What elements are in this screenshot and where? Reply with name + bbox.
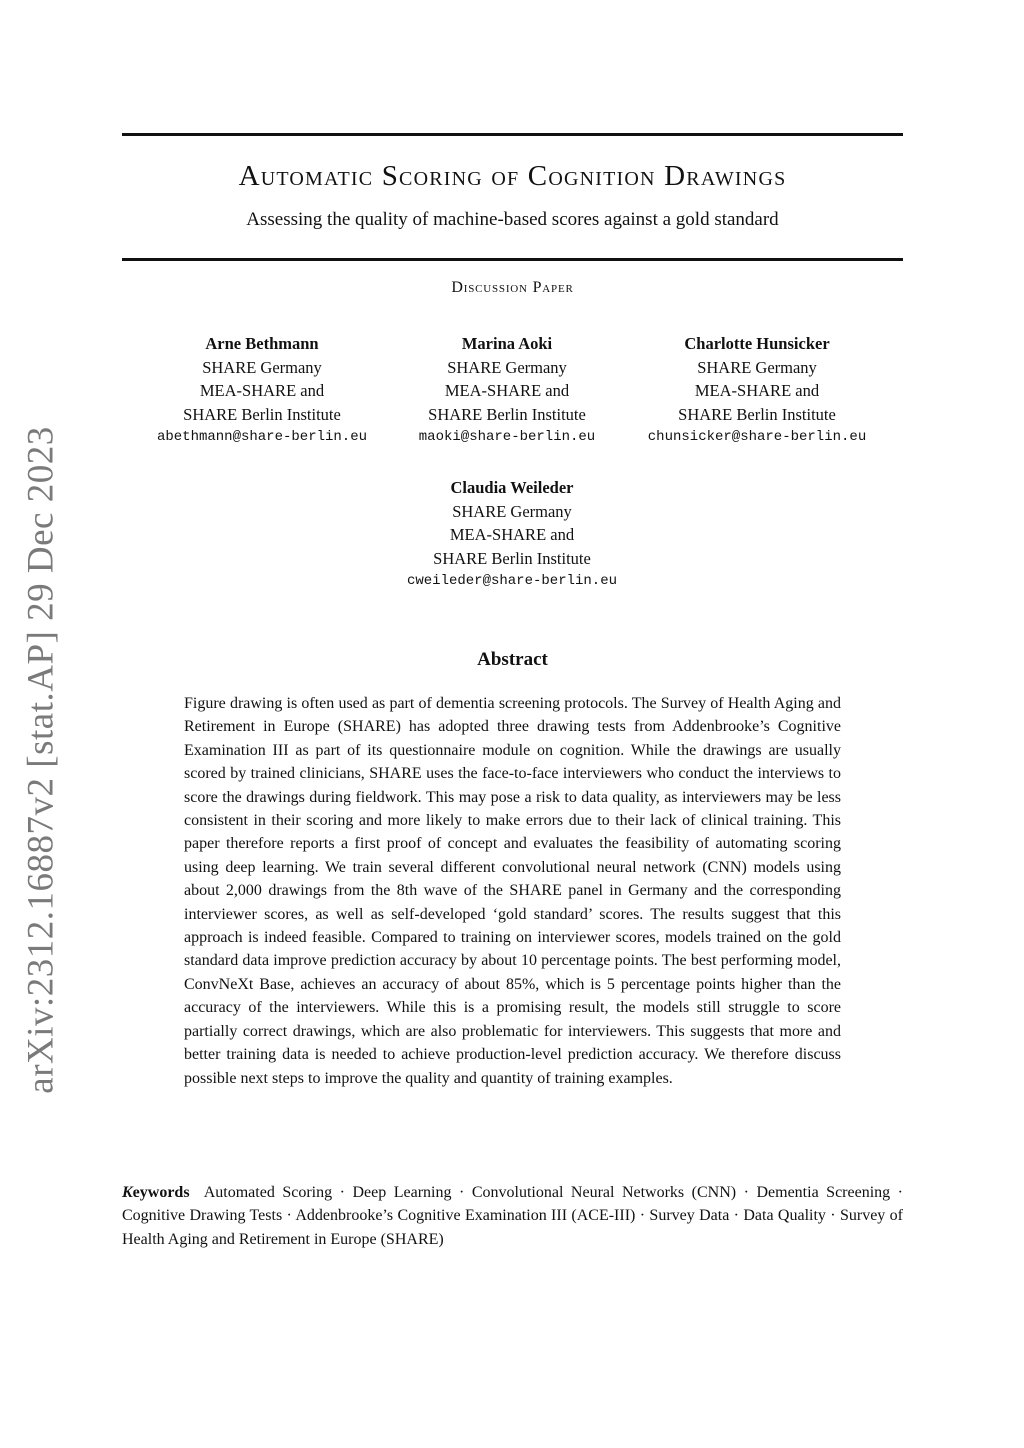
title-bottom-rule	[122, 258, 903, 261]
author-email[interactable]: chunsicker@share-berlin.eu	[647, 429, 867, 445]
author-affiliation: SHARE Berlin Institute	[433, 548, 591, 568]
title-top-rule	[122, 133, 903, 136]
paper-type-label: Discussion Paper	[451, 279, 574, 296]
author-block-4	[372, 476, 652, 594]
keywords-section	[122, 1181, 903, 1251]
author-email[interactable]: abethmann@share-berlin.eu	[156, 429, 368, 445]
paper-subtitle: Assessing the quality of machine-based scores against a gold standard	[246, 209, 779, 230]
author-name: Charlotte Hunsicker	[684, 334, 830, 353]
author-email[interactable]: maoki@share-berlin.eu	[418, 429, 596, 445]
abstract-heading: Abstract	[477, 649, 548, 670]
author-affiliation: MEA-SHARE and	[199, 381, 325, 400]
author-block-1	[122, 332, 402, 450]
author-name: Arne Bethmann	[205, 334, 319, 353]
author-block-3	[617, 332, 897, 450]
abstract-text: Figure drawing is often used as part of dementia screening protocols. The Survey of Health Aging and Retirement in Europe (SHARE) has adopted three drawing tests from Addenbrooke’s Cognitive Examination III as part of its questionnaire module on cognition. While the drawings are usually scored by trained clinicians, SHARE uses the face-to-face interviewers who conduct the interviews to score the drawings during fieldwork. This may pose a risk to data quality, as interviewers may be less consistent in their scoring and more likely to make errors due to their lack of clinical training. This paper therefore reports a first proof of concept and evaluates the feasibility of automating scoring using deep learning. We train several different convolutional neural network (CNN) models using about 2,000 drawings from the 8th wave of the SHARE panel in Germany and the corresponding interviewer scores, as well as self-developed ‘gold standard’ scores. The results suggest that this approach is indeed feasible. Compared to training on interviewer scores, models trained on the gold standard data improve prediction accuracy by about 10 percentage points. The best performing model, ConvNeXt Base, achieves an accuracy of about 85%, which is 5 percentage points higher than the accuracy of the interviewers. While this is a promising result, the models still struggle to score partially correct drawings, which are also problematic for interviewers. This suggests that more and better training data is needed to achieve production-level prediction accuracy. We therefore discuss possible next steps to improve the quality and quantity of training examples.	[184, 695, 841, 1087]
keywords-label-initial: K	[122, 1184, 133, 1201]
author-email[interactable]: cweileder@share-berlin.eu	[406, 573, 618, 589]
author-affiliation: SHARE Berlin Institute	[183, 404, 341, 424]
author-name: Claudia Weileder	[450, 478, 574, 497]
author-affiliation: SHARE Berlin Institute	[678, 404, 836, 424]
author-affiliation: SHARE Germany	[697, 357, 817, 377]
arxiv-identifier-stamp: arXiv:2312.16887v2 [stat.AP] 29 Dec 2023	[20, 426, 62, 1094]
author-affiliation: MEA-SHARE and	[444, 381, 570, 400]
author-affiliation: SHARE Germany	[447, 357, 567, 377]
author-affiliation: MEA-SHARE and	[449, 525, 575, 544]
author-affiliation: SHARE Germany	[452, 501, 572, 521]
author-block-2	[367, 332, 647, 450]
author-affiliation: MEA-SHARE and	[694, 381, 820, 400]
keywords-label-rest: eywords	[132, 1184, 190, 1201]
keywords-label	[122, 1184, 190, 1201]
author-affiliation: SHARE Germany	[202, 357, 322, 377]
keywords-list: Automated Scoring · Deep Learning · Convolutional Neural Networks (CNN) · Dementia Screening · Cognitive Drawing Tests · Addenbrooke’s Cognitive Examination III (ACE-III) · Survey Data · Data Quality · Survey of Health Aging and Retirement in Europe (SHARE)	[122, 1184, 904, 1248]
author-name: Marina Aoki	[461, 334, 553, 353]
paper-title: Automatic Scoring of Cognition Drawings	[238, 160, 787, 192]
author-affiliation: SHARE Berlin Institute	[428, 404, 586, 424]
